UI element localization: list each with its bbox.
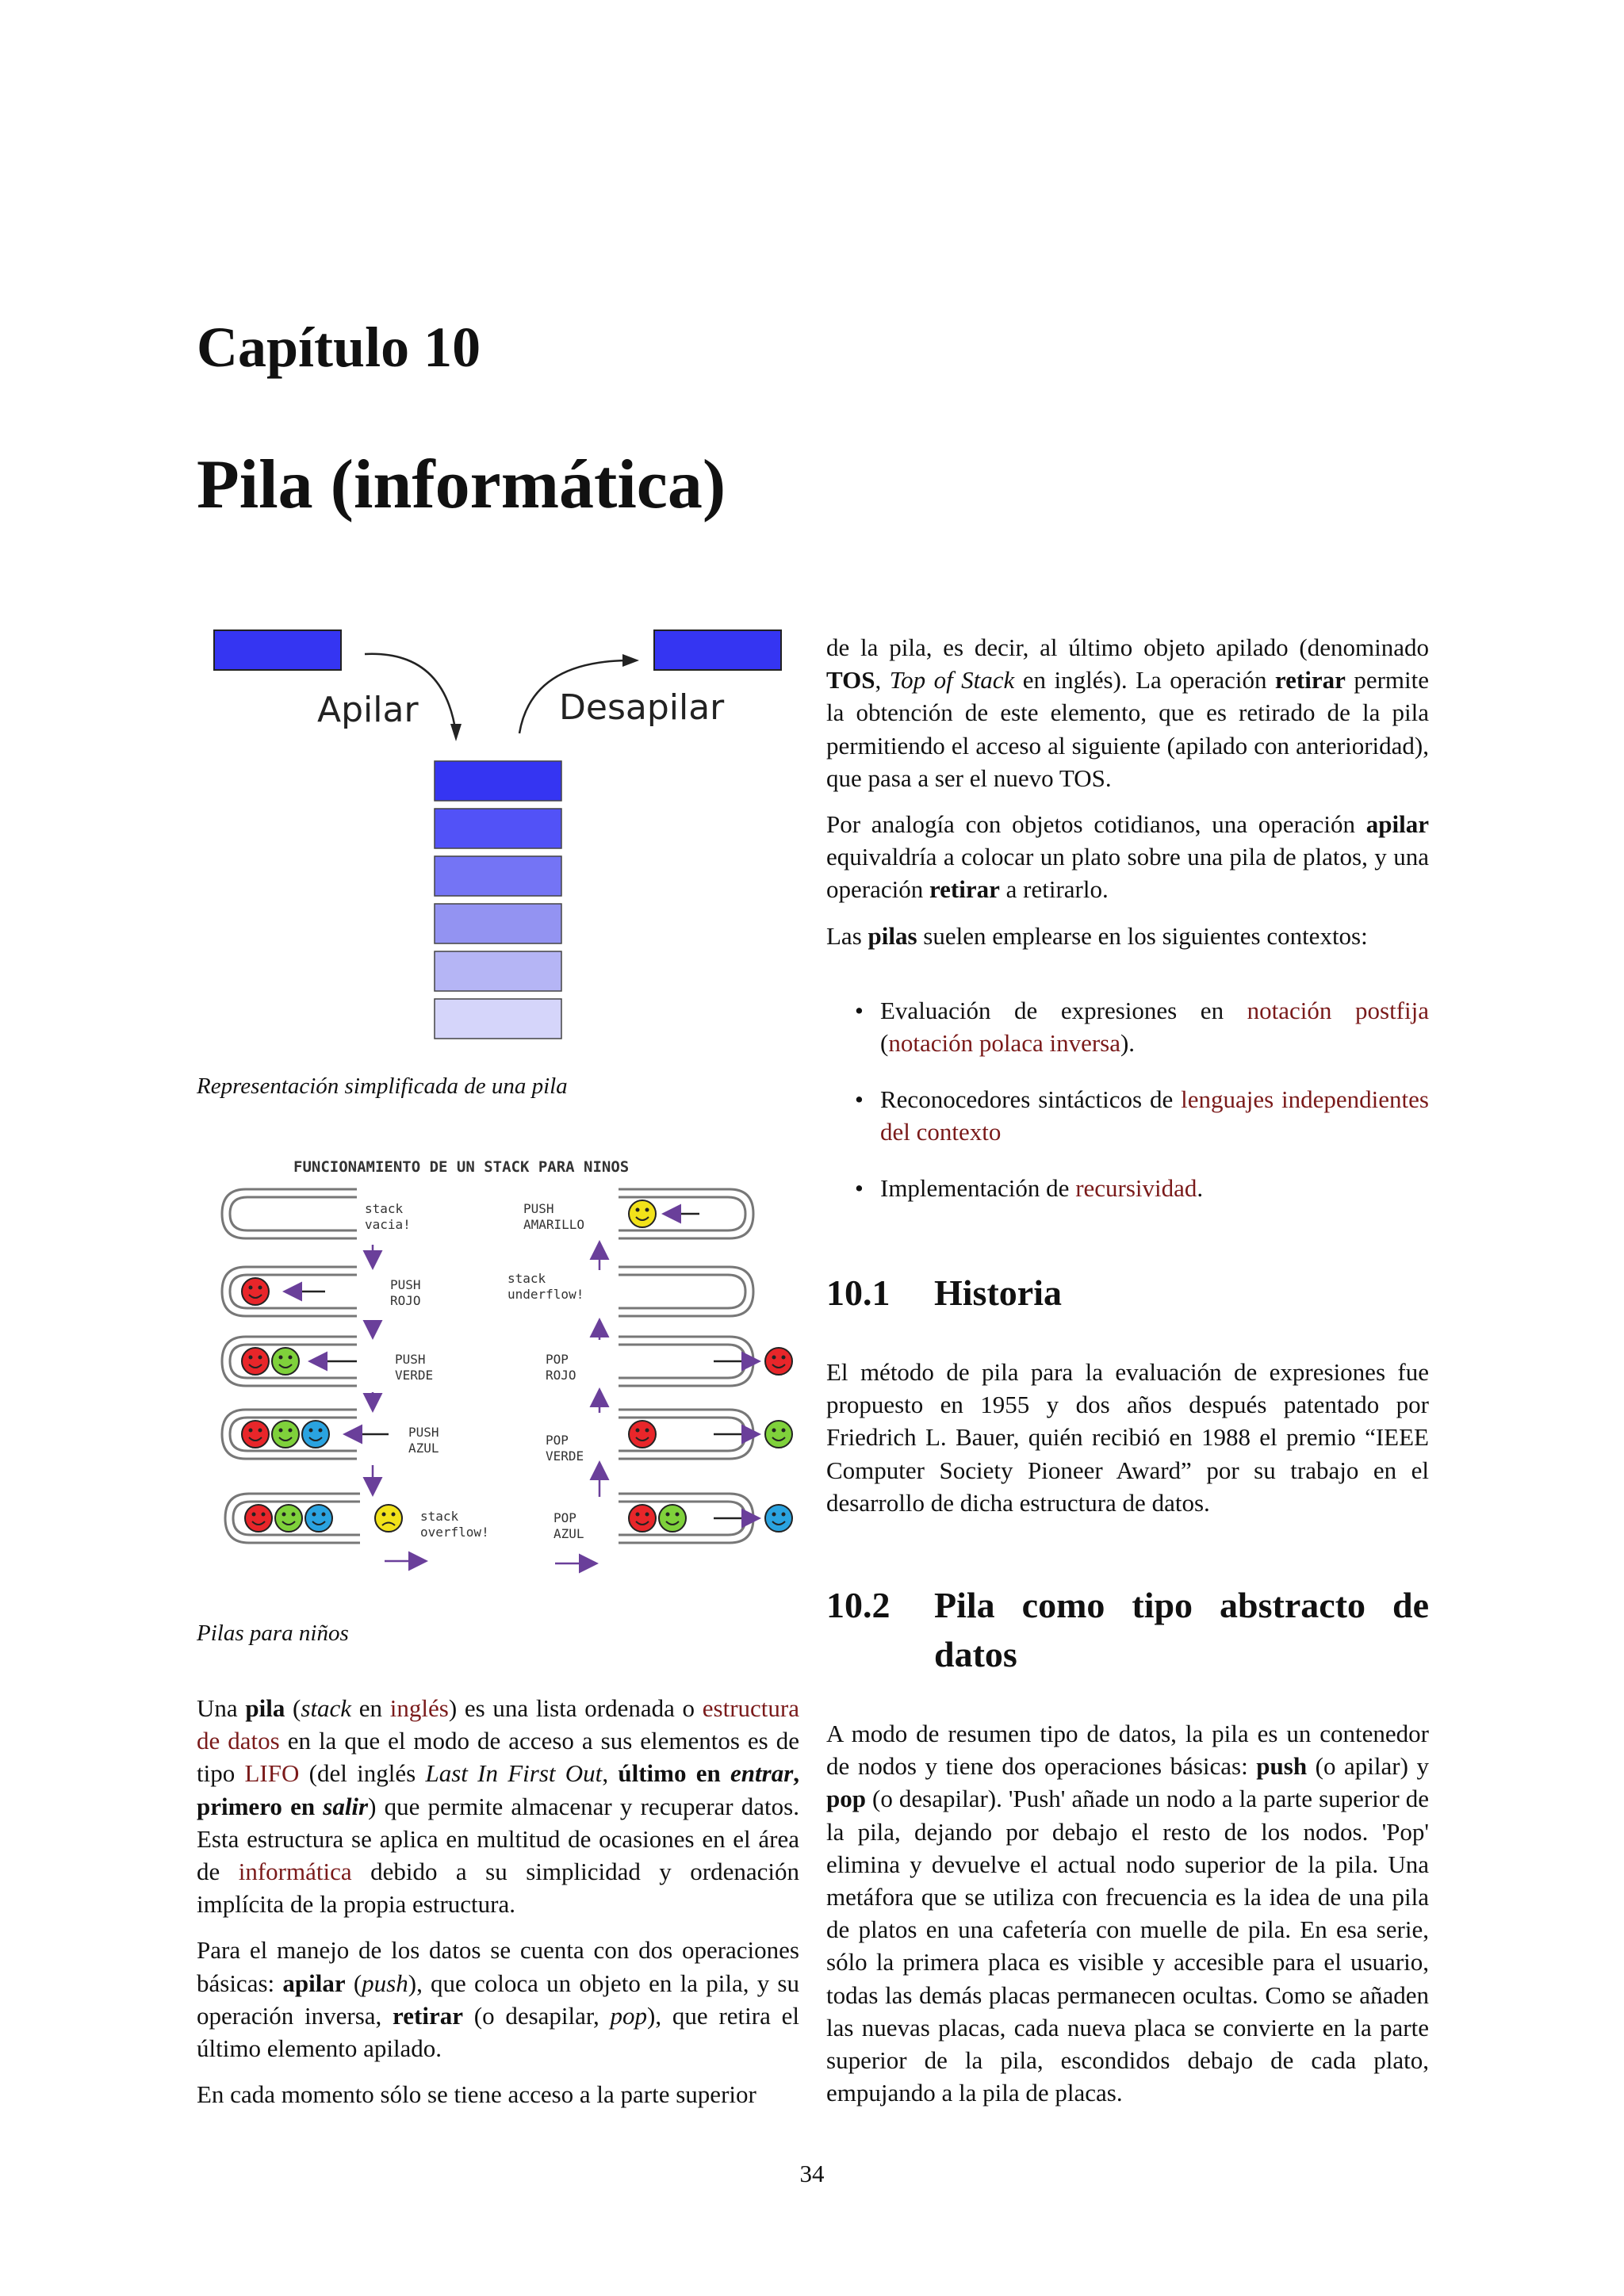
step-labels	[365, 1201, 584, 1541]
step-label: ROJO	[546, 1368, 576, 1383]
stack-blocks	[435, 761, 561, 1039]
link-estructura-de-datos[interactable]: estructura de datos	[197, 1694, 799, 1755]
step-label: ROJO	[390, 1293, 421, 1308]
step-label: POP	[553, 1510, 576, 1525]
figure2-title: FUNCIONAMIENTO DE UN STACK PARA NINOS	[293, 1158, 630, 1176]
smiley-face	[375, 1505, 402, 1532]
face-eye	[382, 1513, 386, 1517]
link-lifo[interactable]: LIFO	[244, 1759, 300, 1788]
face-eye	[782, 1356, 786, 1360]
smiley-face	[659, 1505, 686, 1532]
bullet-recursion: • Implementación de recursividad.	[855, 1174, 1204, 1202]
page-title: Pila (informática)	[197, 446, 726, 523]
face-eye	[259, 1429, 262, 1433]
figure1-caption: Representación simplificada de una pila	[197, 1073, 568, 1099]
smiley-face	[305, 1505, 332, 1532]
chapter-heading: Capítulo 10	[197, 316, 481, 379]
face-eye	[249, 1429, 253, 1433]
step-label: vacia!	[365, 1217, 411, 1232]
face-eye	[636, 1429, 640, 1433]
analogy-paragraph: Por analogía con objetos cotidianos, una operación apilar equivaldría a colocar un plato sobre una pila de platos, y una operación retirar a retirarlo.	[826, 810, 1429, 904]
stack-block	[435, 951, 561, 991]
left-sequence	[222, 1189, 420, 1561]
face-eye	[782, 1429, 786, 1433]
face-eye	[309, 1429, 313, 1433]
historia-section	[826, 1356, 1429, 1533]
stack-tube	[619, 1267, 753, 1316]
step-label: POP	[546, 1433, 569, 1448]
face-eye	[319, 1429, 323, 1433]
top-access-paragraph: En cada momento sólo se tiene acceso a la parte superior	[197, 2080, 756, 2109]
face-eye	[312, 1513, 316, 1517]
step-label: overflow!	[420, 1525, 489, 1540]
push-label: Apilar	[317, 690, 419, 730]
face-eye	[645, 1513, 649, 1517]
smiley-face	[765, 1421, 792, 1448]
stack-diagram	[198, 614, 801, 1058]
page-number: 34	[799, 2160, 825, 2187]
face-eye	[259, 1286, 262, 1290]
step-label: stack	[365, 1201, 404, 1216]
step-label: AMARILLO	[523, 1217, 585, 1232]
step-label: PUSH	[390, 1277, 421, 1292]
figure2-caption: Pilas para niños	[197, 1621, 349, 1646]
step-label: POP	[546, 1352, 569, 1367]
tos-paragraph: de la pila, es decir, al último objeto apilado (denominado TOS, Top of Stack en inglés). La operación retirar permite la obtención de este elemento, que es retirado de la pila permitiendo el acceso al siguiente (apilado con anterioridad), que pasa a ser el nuevo TOS.	[826, 633, 1429, 792]
smiley-face	[302, 1421, 329, 1448]
face-eye	[279, 1356, 283, 1360]
stack-block	[435, 809, 561, 848]
face-eye	[772, 1356, 776, 1360]
operations-paragraph: Para el manejo de los datos se cuenta con dos operaciones básicas: apilar (push), que coloca un objeto en la pila, y su operación inversa, retirar (o desapilar, pop), que retira el último elemento apilado.	[197, 1936, 799, 2063]
face-eye	[249, 1356, 253, 1360]
smiley-face	[629, 1421, 656, 1448]
face-eye	[636, 1513, 640, 1517]
face-eye	[636, 1208, 640, 1212]
face-eye	[322, 1513, 326, 1517]
stack-tube	[222, 1189, 357, 1238]
step-label: stack	[420, 1509, 459, 1524]
face-eye	[772, 1513, 776, 1517]
face-eye	[289, 1356, 293, 1360]
smiley-face	[275, 1505, 302, 1532]
link-lenguajes-independientes[interactable]: lenguajes independientes del contexto	[880, 1085, 1429, 1146]
smiley-face	[272, 1348, 299, 1375]
smiley-face	[629, 1200, 656, 1227]
section-historia-heading: 10.1 Historia	[826, 1272, 1062, 1313]
step-label: AZUL	[553, 1526, 584, 1541]
face-eye	[252, 1513, 256, 1517]
step-label: VERDE	[395, 1368, 434, 1383]
section-tad-heading: 10.2 Pila como tipo abstracto de datos	[826, 1585, 1429, 1674]
face-eye	[772, 1429, 776, 1433]
step-label: AZUL	[408, 1441, 439, 1456]
stack-block	[435, 999, 561, 1039]
bullet-parsers: • Reconocedores sintácticos de lenguajes independientes del contexto	[855, 1085, 1429, 1146]
right-column-top	[826, 631, 1429, 966]
pushed-block	[214, 630, 341, 670]
smiley-face	[765, 1348, 792, 1375]
face-eye	[676, 1513, 680, 1517]
face-eye	[645, 1208, 649, 1212]
left-column	[197, 1692, 799, 2124]
smiley-face	[245, 1505, 272, 1532]
face-eye	[289, 1429, 293, 1433]
face-eye	[782, 1513, 786, 1517]
step-label: stack	[508, 1271, 546, 1286]
pop-label: Desapilar	[559, 687, 725, 728]
link-recursividad[interactable]: recursividad	[1075, 1174, 1197, 1202]
bullet-postfix: • Evaluación de expresiones en notación postfija (notación polaca inversa).	[855, 997, 1429, 1058]
tad-paragraph: A modo de resumen tipo de datos, la pila es un contenedor de nodos y tiene dos operaciones básicas: push (o apilar) y pop (o desapilar). 'Push' añade un nodo a la parte superior de la pila, dejando por debajo el resto de los nodos. 'Pop' elimina y devuelve el actual nodo superior de la pila. Una metáfora que se utiliza con frecuencia es la idea de una pila de platos en una cafetería con muelle de pila. En esa serie, sólo la primera placa es visible y accesible para el usuario, todas las demás placas permanecen ocultas. Como se añaden las nuevas placas, cada nueva placa se convierte en la parte superior de la pila, escondidos debajo de cada plato, empujando a la pila de placas.	[826, 1720, 1429, 2107]
smiley-face	[242, 1348, 269, 1375]
smiley-face	[242, 1421, 269, 1448]
face-eye	[249, 1286, 253, 1290]
face-eye	[279, 1429, 283, 1433]
kids-stack-figure	[214, 1150, 801, 1594]
face-eye	[292, 1513, 296, 1517]
smiley-face	[242, 1278, 269, 1305]
link-ingles[interactable]: inglés	[389, 1694, 449, 1722]
smiley-face	[272, 1421, 299, 1448]
intro-paragraph: Una pila (stack en inglés) es una lista ordenada o estructura de datos en la que el modo de acceso a sus elementos es de tipo LIFO (del inglés Last In First Out, último en entrar, primero en salir) que permite almacenar y recuperar datos. Esta estructura se aplica en multitud de ocasiones en el área de informática debido a su simplicidad y ordenación implícita de la propia estructura.	[197, 1694, 800, 1919]
face-eye	[392, 1513, 396, 1517]
stack-block	[435, 904, 561, 943]
stack-block	[435, 856, 561, 896]
face-eye	[666, 1513, 670, 1517]
popped-block	[654, 630, 781, 670]
link-notacion-postfija[interactable]: notación postfija	[1247, 997, 1429, 1024]
step-label: PUSH	[395, 1352, 426, 1367]
face-eye	[262, 1513, 266, 1517]
link-informatica[interactable]: informática	[238, 1858, 352, 1886]
step-label: underflow!	[508, 1287, 584, 1302]
historia-paragraph: El método de pila para la evaluación de expresiones fue propuesto en 1955 y dos años después patentado por Friedrich L. Bauer, quién recibió en 1988 el premio “IEEE Computer Society Pioneer Award” por su trabajo en el desarrollo de dicha estructura de datos.	[826, 1358, 1429, 1517]
face-eye	[259, 1356, 262, 1360]
contexts-paragraph: Las pilas suelen emplearse en los siguientes contextos:	[826, 921, 1368, 950]
face-eye	[282, 1513, 286, 1517]
tad-section	[826, 1717, 1429, 2122]
face-eye	[645, 1429, 649, 1433]
link-notacion-polaca[interactable]: notación polaca inversa	[888, 1029, 1120, 1058]
step-label: PUSH	[523, 1201, 554, 1216]
step-label: VERDE	[546, 1448, 584, 1464]
right-sequence	[555, 1189, 792, 1563]
smiley-face	[629, 1505, 656, 1532]
smiley-face	[765, 1505, 792, 1532]
stack-block	[435, 761, 561, 801]
step-label: PUSH	[408, 1425, 439, 1440]
